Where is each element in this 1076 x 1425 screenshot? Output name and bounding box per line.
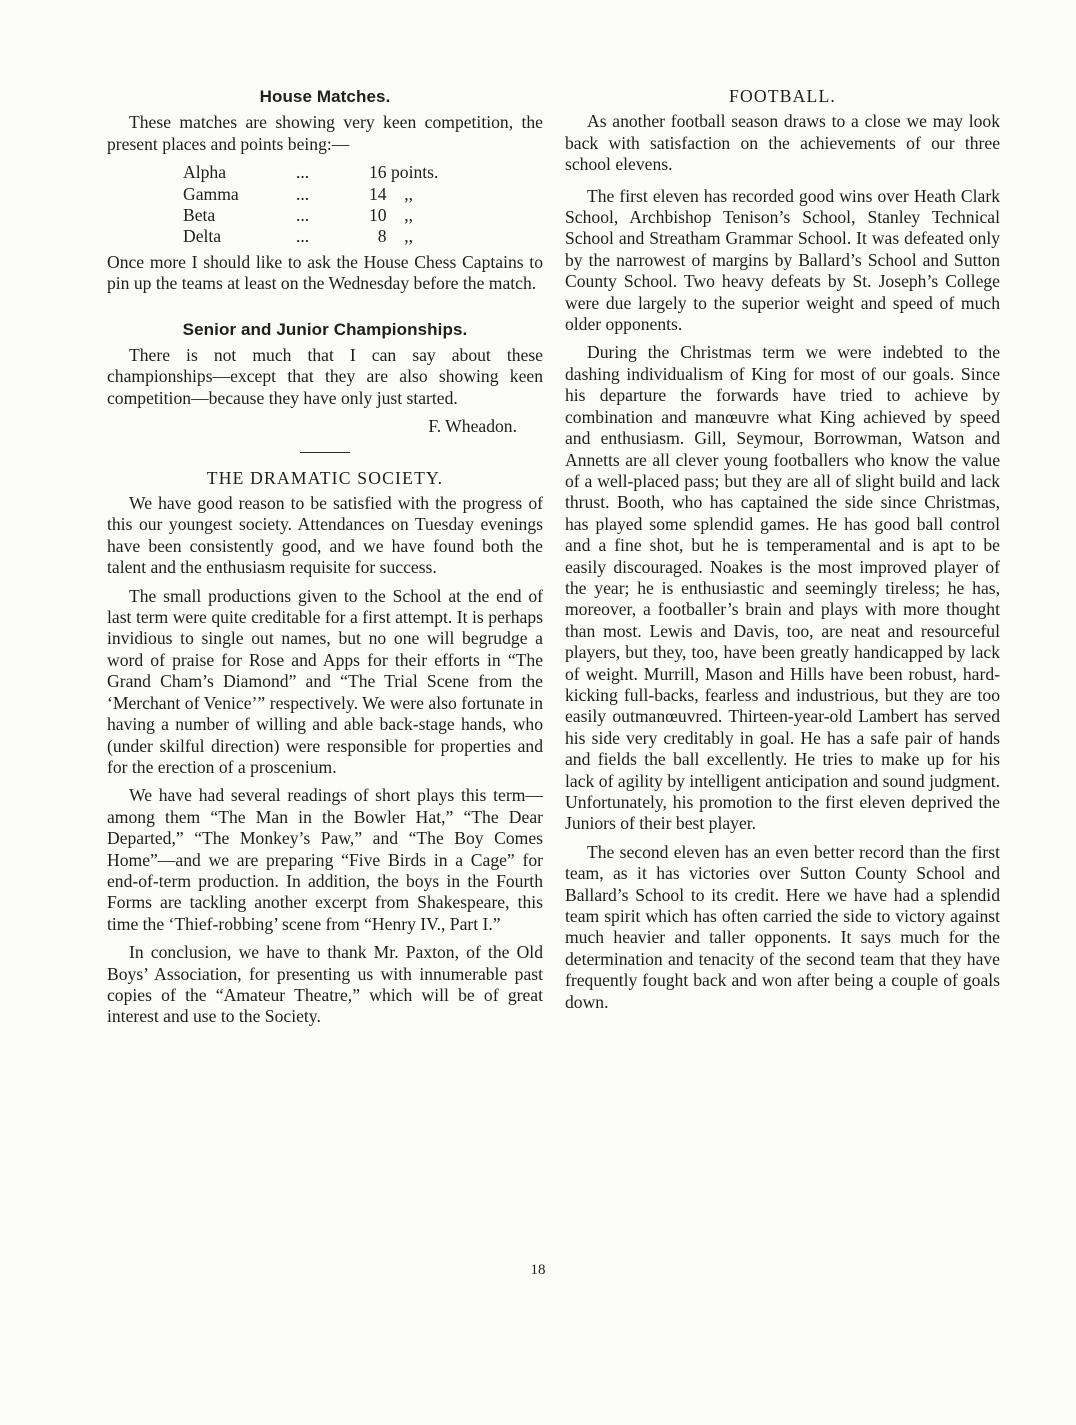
leader-dots: ... — [296, 162, 310, 183]
standing-row — [183, 205, 543, 226]
house-points: 16 points. — [369, 162, 439, 183]
house-name: Delta — [183, 226, 222, 247]
football-paragraph: The first eleven has recorded good wins over Heath Clark School, Archbishop Tenison’s School, Stanley Technical School and Streatham Grammar School. It was defeated only by the narrowest of margins by Ballard’s School and Sutton County School. Two heavy defeats by St. Joseph’s College were due largely to the superior weight and speed of much older opponents. — [565, 185, 1000, 335]
championships-heading: Senior and Junior Championships. — [182, 319, 468, 339]
page-number: 18 — [530, 1262, 546, 1278]
house-standings — [183, 162, 543, 248]
championships-body: There is not much that I can say about these championships—except that they are also showing keen competition—because they have only just started. — [107, 345, 543, 408]
dramatic-paragraph: In conclusion, we have to thank Mr. Paxton, of the Old Boys’ Association, for presenting us with innumerable past copies of the “Amateur Theatre,” which will be of great interest and use to the Society. — [107, 942, 543, 1027]
right-column — [565, 86, 1000, 1020]
section-divider — [300, 452, 350, 453]
football-paragraph: During the Christmas term we were indebted to the dashing individualism of King for most of our goals. Since his departure the forwards have tried to achieve by combination and manœuvre what King achieved by speed and enthusiasm. Gill, Seymour, Borrowman, Watson and Annetts are all clever young footballers who know the value of a well-placed pass; but they are all of slight build and lack thrust. Booth, who has captained the side since Christmas, has played some splendid games. He has good ball control and a fine shot, but he is temperamental and is apt to be easily discouraged. Noakes is the most improved player of the year; he is enthusiastic and seemingly tireless; he has, moreover, a footballer’s brain and plays with more thought than most. Lewis and Davis, too, are neat and resourceful players, but they, too, have been greatly handicapped by lack of weight. Murrill, Mason and Hills have been robust, hard-kicking full-backs, fearless and industrious, but they are too easily outmanœuvred. Thirteen-year-old Lambert has served his side very creditably in goal. He has a safe pair of hands and fields the ball excellently. He tries to make up for his lack of agility by intelligent anticipation and sound judgment. Unfortunately, his promotion to the first eleven deprived the Juniors of their best player. — [565, 342, 1000, 834]
leader-dots: ... — [296, 205, 310, 225]
signature: F. Wheadon. — [428, 416, 517, 437]
house-name: Gamma — [183, 183, 239, 204]
football-heading: FOOTBALL. — [728, 86, 837, 106]
standing-row — [183, 226, 543, 247]
leader-dots: ... — [296, 226, 310, 247]
standing-row — [183, 184, 543, 205]
leader-dots: ... — [296, 183, 310, 204]
football-paragraph: The second eleven has an even better record than the first team, as it has victories over Sutton County School and Ballard’s School to its credit. Here we have had a splendid team spirit which has often carried the side to victory against much heavier and taller opponents. It says much for the determination and tenacity of the second team that they have frequently fought back and won after being a couple of goals down. — [565, 841, 1000, 1012]
left-column — [107, 86, 543, 1035]
house-points: 8 ,, — [377, 226, 413, 247]
house-points: 14 ,, — [369, 183, 413, 204]
house-points: 10 ,, — [369, 205, 413, 225]
house-matches-heading: House Matches. — [259, 87, 391, 106]
dramatic-paragraph: The small productions given to the School at the end of last term were quite creditable for a first attempt. It is perhaps invidious to single out names, but no one will begrudge a word of praise for Rose and Apps for their efforts in “The Grand Cham’s Diamond” and “The Trial Scene from the ‘Merchant of Venice’” respectively. We were also fortunate in having a number of willing and able back-stage hands, who (under skilful direction) were responsible for properties and for the erection of a proscenium. — [107, 585, 543, 777]
house-name: Alpha — [183, 162, 226, 183]
house-name: Beta — [183, 205, 216, 225]
dramatic-paragraph: We have good reason to be satisfied with the progress of this our youngest society. Attendances on Tuesday evenings have been consistently good, and we have found both the talent and the enthusiasm requisite for success. — [107, 493, 543, 578]
dramatic-society-heading: THE DRAMATIC SOCIETY. — [206, 467, 444, 488]
house-matches-intro: These matches are showing very keen competition, the present places and points being:— — [107, 112, 543, 154]
dramatic-paragraph: We have had several readings of short plays this term—among them “The Man in the Bowler Hat,” “The Dear Departed,” “The Monkey’s Paw,” and “The Boy Comes Home”—and we are preparing “Five Birds in a Cage” for end-of-term production. In addition, the boys in the Fourth Forms are tackling another excerpt from Shakespeare, this time the ‘Thief-robbing’ scene from “Henry IV., Part I.” — [107, 785, 543, 934]
standing-row — [183, 162, 543, 183]
house-matches-note: Once more I should like to ask the House Chess Captains to pin up the teams at least on the Wednesday before the match. — [107, 251, 543, 294]
football-paragraph: As another football season draws to a close we may look back with satisfaction on the achievements of our three school elevens. — [565, 111, 1000, 175]
